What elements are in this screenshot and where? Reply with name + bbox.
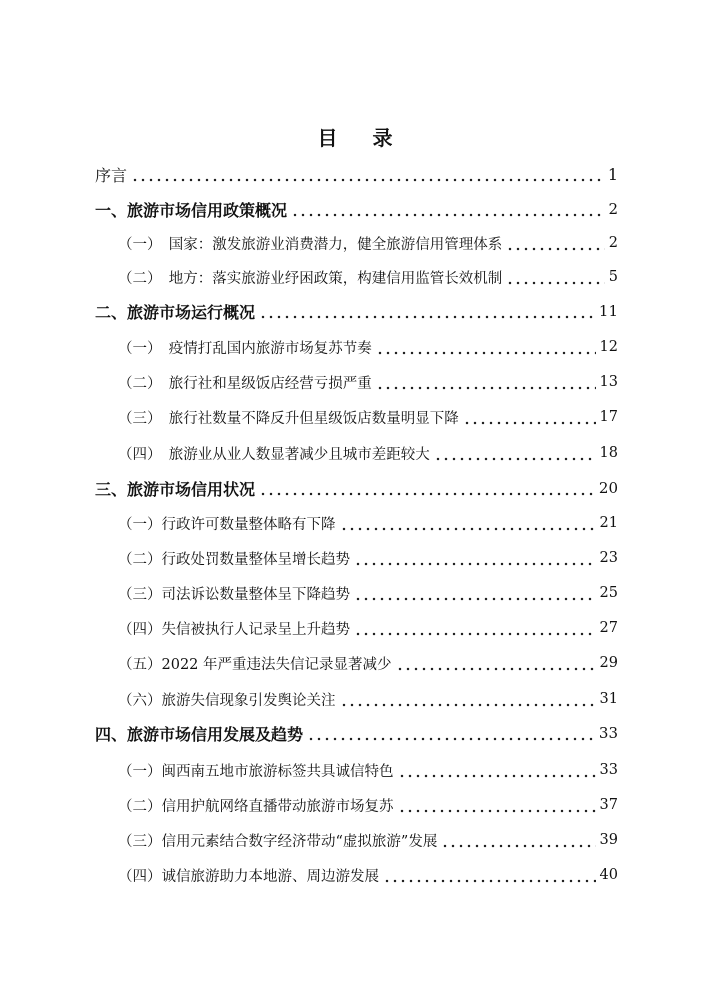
toc-page-number: 18 [599,445,618,461]
toc-entry-section-3-3[interactable] [118,580,618,606]
toc-entry-label: 二、旅游市场运行概况 [95,302,256,322]
toc-entry-label: （六）旅游失信现象引发舆论关注 [118,692,336,709]
toc-page-number: 27 [599,620,618,636]
toc-page-number: 12 [599,339,618,355]
toc-entry-label: （四）失信被执行人记录呈上升趋势 [118,621,350,638]
toc-entry-label: （四） 旅游业从业人数显著减少且城市差距较大 [118,446,430,463]
toc-entry-label: 一、旅游市场信用政策概况 [95,200,288,220]
dot-leader [398,757,596,783]
page-title: 目 录 [317,126,407,150]
toc-entry-label: （三）司法诉讼数量整体呈下降趋势 [118,586,350,603]
toc-page-number: 33 [598,724,618,742]
dot-leader [340,510,596,536]
dot-leader [441,827,595,853]
toc-entry-section-3[interactable] [95,475,618,501]
toc-entry-label: （三）信用元素结合数字经济带动“虚拟旅游”发展 [118,833,438,850]
toc-entry-section-4-2[interactable] [118,792,618,818]
dot-leader [291,196,604,222]
toc-page-number: 39 [599,832,618,848]
toc-page-number: 25 [599,585,618,601]
toc-entry-section-4-3[interactable] [118,827,618,853]
toc-page-number: 2 [608,200,618,218]
dot-leader [131,161,604,187]
toc-entry-section-2[interactable] [95,298,618,324]
toc-page-number: 31 [599,691,618,707]
toc-page-number: 40 [599,867,618,883]
toc-page-number: 29 [599,655,618,671]
toc-entry-label: （一） 疫情打乱国内旅游市场复苏节奏 [118,340,372,357]
toc-page-number: 1 [607,164,618,184]
dot-leader [354,545,596,571]
dot-leader [340,686,596,712]
toc-entry-label: （五）2022 年严重违法失信记录显著减少 [118,656,392,673]
toc-entry-section-4-4[interactable] [118,862,618,888]
dot-leader [506,230,605,256]
toc-entry-label: （一）闽西南五地市旅游标签共具诚信特色 [118,763,394,780]
toc-entry-label: （二）信用护航网络直播带动旅游市场复苏 [118,798,394,815]
toc-entry-section-3-1[interactable] [118,510,618,536]
toc-entry-section-1-2[interactable] [118,264,618,290]
toc-page-number: 13 [599,374,618,390]
toc-page-number: 20 [598,479,618,497]
toc-page-number: 23 [599,550,618,566]
toc-entry-label: （三） 旅行社数量不降反升但星级饭店数量明显下降 [118,410,459,427]
toc-page-number: 11 [598,302,618,320]
dot-leader [434,440,596,466]
toc-page-number: 37 [599,797,618,813]
toc-page-number: 5 [608,269,618,285]
dot-leader [506,264,605,290]
toc-entry-label: 序言 [95,165,128,185]
toc-entry-label: （一）行政许可数量整体略有下降 [118,516,336,533]
toc-entry-section-2-1[interactable] [118,334,618,360]
toc-entry-section-1-1[interactable] [118,230,618,256]
toc-entry-section-3-2[interactable] [118,545,618,571]
dot-leader [463,404,596,430]
toc-entry-section-2-2[interactable] [118,369,618,395]
toc-entry-section-3-4[interactable] [118,615,618,641]
toc-page-number: 17 [599,409,618,425]
toc-page-number: 21 [599,515,618,531]
toc-entry-label: （二） 旅行社和星级饭店经营亏损严重 [118,375,372,392]
toc-entry-label: 三、旅游市场信用状况 [95,479,256,499]
toc-entry-label: 四、旅游市场信用发展及趋势 [95,724,304,744]
dot-leader [383,862,596,888]
toc-entry-label: （四）诚信旅游助力本地游、周边游发展 [118,868,379,885]
toc-entry-section-4-1[interactable] [118,757,618,783]
toc-entry-section-4[interactable] [95,720,618,746]
dot-leader [307,720,595,746]
dot-leader [396,650,596,676]
dot-leader [259,475,595,501]
dot-leader [354,580,596,606]
toc-entry-section-3-5[interactable] [118,650,618,676]
toc-entry-preface[interactable] [95,161,618,187]
dot-leader [398,792,596,818]
toc-entry-section-3-6[interactable] [118,686,618,712]
toc-entry-label: （一） 国家：激发旅游业消费潜力，健全旅游信用管理体系 [118,236,503,253]
dot-leader [376,334,596,360]
toc-page-number: 33 [599,762,618,778]
toc-entry-label: （二） 地方：落实旅游业纾困政策，构建信用监管长效机制 [118,270,503,287]
dot-leader [376,369,596,395]
toc-entry-section-2-3[interactable] [118,404,618,430]
dot-leader [259,298,595,324]
toc-entry-section-1[interactable] [95,196,618,222]
dot-leader [354,615,596,641]
toc-entry-label: （二）行政处罚数量整体呈增长趋势 [118,551,350,568]
toc-entry-section-2-4[interactable] [118,440,618,466]
toc-page-number: 2 [608,235,618,251]
